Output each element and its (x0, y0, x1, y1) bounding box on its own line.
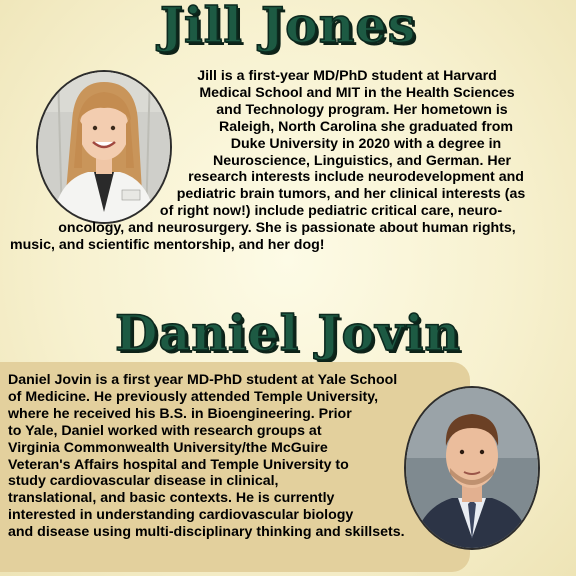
bio-line: Virginia Commonwealth University/the McGuire (8, 439, 328, 456)
bio-line: Jill is a first-year MD/PhD student at Harvard (197, 68, 497, 84)
bio-line: Neuroscience, Linguistics, and German. Her (212, 152, 512, 169)
bio-line: interested in understanding cardiovascular biology (8, 507, 354, 524)
bio-text-daniel-jovin (8, 372, 468, 541)
bio-line: Duke University in 2020 with a degree in (230, 135, 502, 152)
bio-line: research interests include neurodevelopment and (188, 169, 524, 186)
bio-line: of Medicine. He previously attended Temple University, (8, 388, 379, 405)
bio-line: translational, and basic contexts. He is currently (8, 490, 335, 507)
bio-line: and disease using multi-disciplinary thinking and skillsets. (8, 524, 405, 541)
bio-line: study cardiovascular disease in clinical, (8, 473, 279, 490)
bio-line: of right now!) include pediatric critical care, neuro- (159, 203, 503, 220)
name-heading-daniel-jovin: Daniel Jovin (115, 304, 461, 362)
portrait-daniel-illustration (406, 388, 538, 548)
bio-line: Raleigh, North Carolina she graduated from (218, 118, 514, 135)
bio-line: pediatric brain tumors, and her clinical interests (as (176, 186, 526, 203)
bio-line: where he received his B.S. in Bioengineering. Prior (8, 405, 352, 422)
bio-line: Medical School and MIT in the Health Sciences (199, 84, 515, 101)
bio-line: to Yale, Daniel worked with research groups at (8, 422, 322, 439)
bio-line: Veteran's Affairs hospital and Temple University to (8, 456, 349, 473)
bio-line: and Technology program. Her hometown is (216, 101, 508, 118)
bio-line: Daniel Jovin is a first year MD-PhD student at Yale School (8, 372, 398, 388)
portrait-photo-daniel-jovin (404, 386, 540, 550)
bio-line: music, and scientific mentorship, and her dog! (10, 237, 325, 254)
bio-line: oncology, and neurosurgery. She is passionate about human rights, (58, 220, 516, 237)
name-heading-jill-jones: Jill Jones (159, 0, 417, 54)
bio-text-jill-jones (6, 68, 568, 254)
